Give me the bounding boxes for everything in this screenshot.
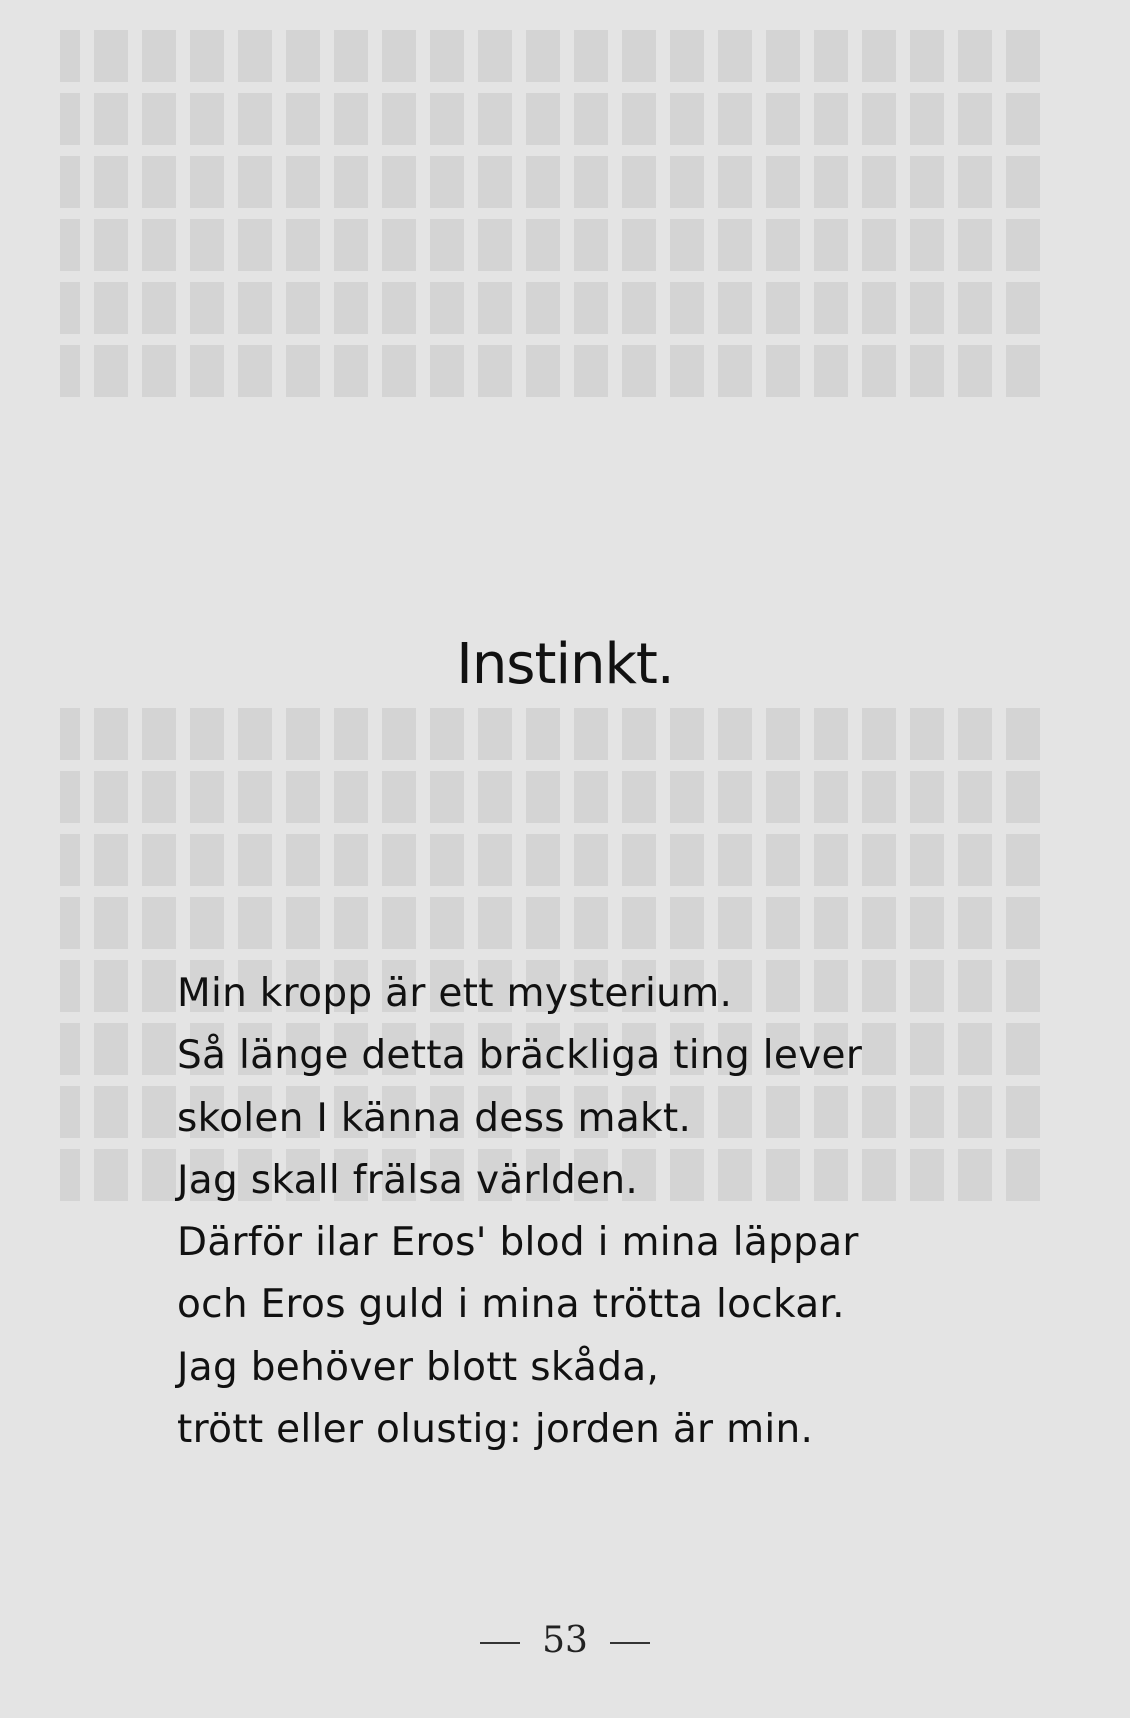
poem-line: Så länge detta bräckliga ting lever	[177, 1033, 863, 1079]
poem-line: Min kropp är ett mysterium.	[177, 971, 733, 1016]
poem-line: Därför ilar Eros' blod i mina läppar	[177, 1220, 859, 1266]
poem-line: och Eros guld i mina trötta lockar.	[177, 1282, 845, 1328]
page-number: 53	[542, 1620, 588, 1661]
poem-line: trött eller olustig: jorden är min.	[177, 1407, 814, 1453]
poem-line: Jag skall frälsa världen.	[177, 1157, 639, 1203]
poem-line: Jag behöver blott skåda,	[177, 1344, 660, 1390]
right-dash	[610, 1642, 650, 1644]
page-number-footer	[0, 1620, 1130, 1661]
poem-body	[177, 963, 1037, 1461]
left-dash	[480, 1642, 520, 1644]
poem-line: skolen I känna dess makt.	[177, 1095, 692, 1141]
poem-title: Instinkt.	[456, 632, 674, 697]
